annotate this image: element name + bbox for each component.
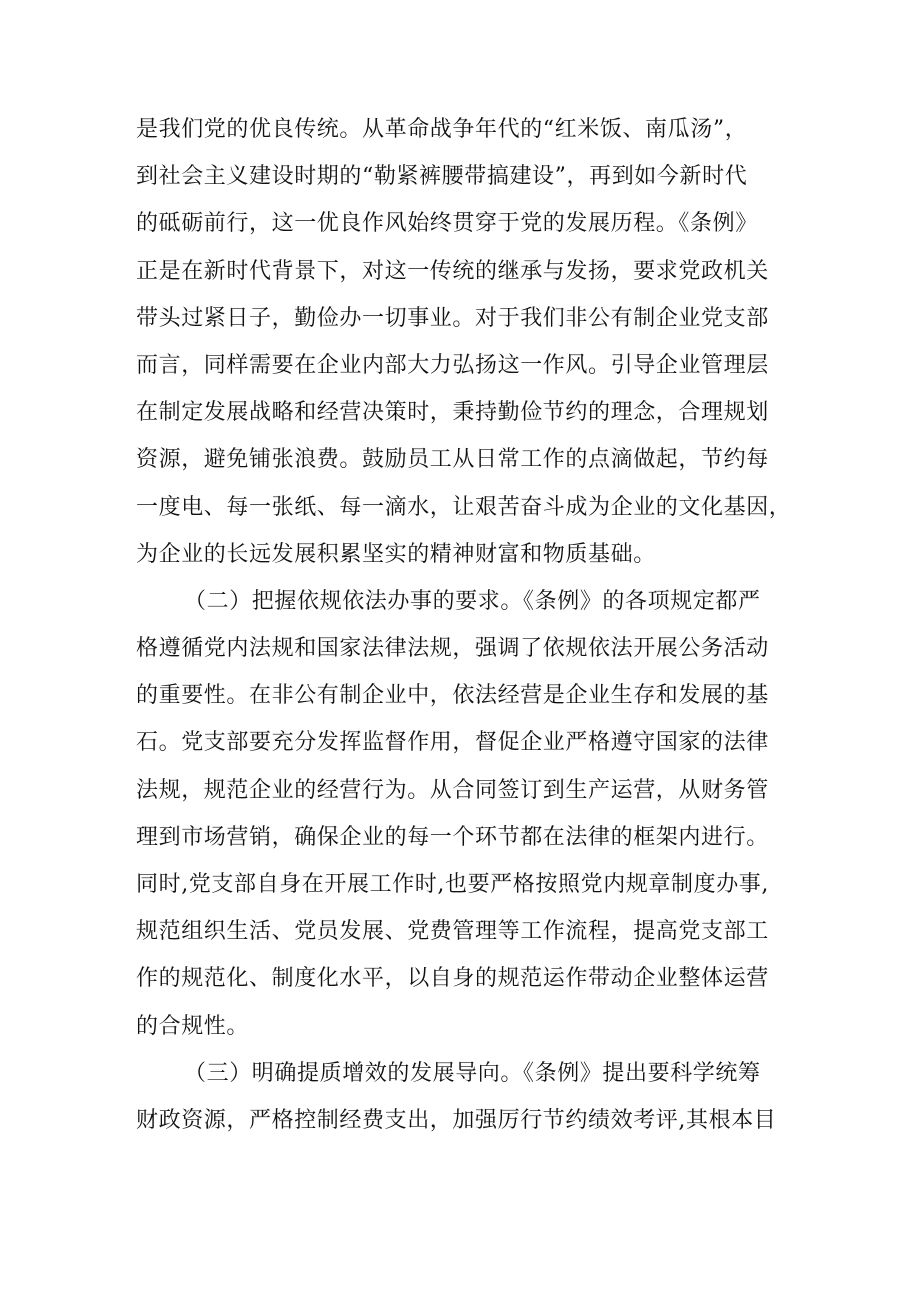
text-line: （二）把握依规依法办事的要求。《条例》的各项规定都严 bbox=[184, 588, 761, 614]
paragraph bbox=[136, 578, 796, 1050]
text-line: 理到市场营销，确保企业的每一个环节都在法律的框架内进行。 bbox=[136, 824, 769, 850]
text-line: 一度电、每一张纸、每一滴水，让艰苦奋斗成为企业的文化基因， bbox=[136, 494, 792, 520]
text-line: 作的规范化、制度化水平，以自身的规范运作带动企业整体运营 bbox=[136, 966, 769, 992]
text-line: 正是在新时代背景下，对这一传统的继承与发扬，要求党政机关 bbox=[136, 258, 769, 284]
text-line: 为企业的长远发展积累坚实的精神财富和物质基础。 bbox=[136, 541, 656, 567]
text-line: 而言，同样需要在企业内部大力弘扬这一作风。引导企业管理层 bbox=[136, 352, 769, 378]
paragraph bbox=[136, 1050, 796, 1144]
text-line: 带头过紧日子，勤俭办一切事业。对于我们非公有制企业党支部 bbox=[136, 305, 769, 331]
text-line: 财政资源，严格控制经费支出，加强厉行节约绩效考评,其根本目 bbox=[136, 1107, 777, 1133]
text-line: 的砥砺前行，这一优良作风始终贯穿于党的发展历程。《条例》 bbox=[136, 211, 758, 237]
text-line: 石。党支部要充分发挥监督作用，督促企业严格遵守国家的法律 bbox=[136, 730, 769, 756]
text-line: 资源，避免铺张浪费。鼓励员工从日常工作的点滴做起，节约每 bbox=[136, 447, 769, 473]
text-line: 法规，规范企业的经营行为。从合同签订到生产运营，从财务管 bbox=[136, 777, 769, 803]
text-line: 是我们党的优良传统。从革命战争年代的“红米饭、南瓜汤”， bbox=[136, 117, 748, 142]
text-line: 的重要性。在非公有制企业中，依法经营是企业生存和发展的基 bbox=[136, 683, 769, 709]
paragraph bbox=[136, 106, 796, 578]
text-line: 规范组织生活、党员发展、党费管理等工作流程，提高党支部工 bbox=[136, 919, 769, 945]
text-line: 同时,党支部自身在开展工作时,也要严格按照党内规章制度办事, bbox=[136, 872, 769, 897]
text-line: 到社会主义建设时期的“勒紧裤腰带搞建设”，再到如今新时代 bbox=[136, 164, 748, 190]
text-line: 的合规性。 bbox=[136, 1013, 250, 1039]
document-body bbox=[136, 106, 796, 1144]
text-line: 格遵循党内法规和国家法律法规，强调了依规依法开展公务活动 bbox=[136, 636, 769, 662]
text-line: （三）明确提质增效的发展导向。《条例》提出要科学统筹 bbox=[184, 1060, 761, 1086]
text-line: 在制定发展战略和经营决策时，秉持勤俭节约的理念，合理规划 bbox=[136, 400, 769, 426]
